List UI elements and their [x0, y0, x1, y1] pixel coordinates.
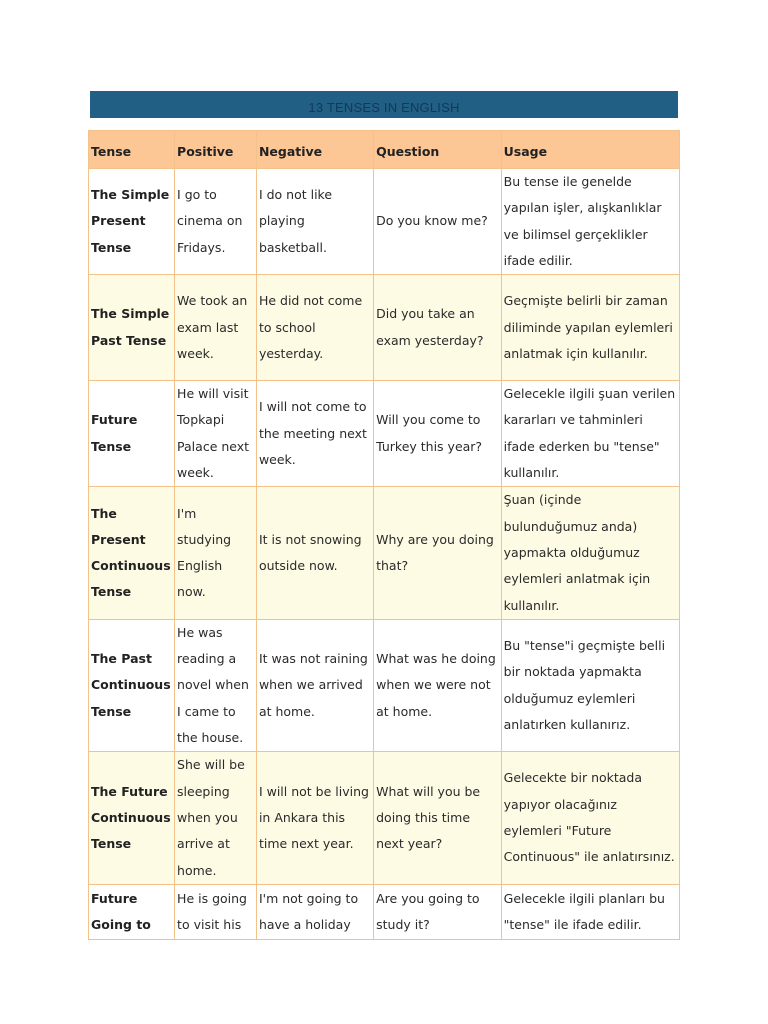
usage-cell: Gelecekle ilgili şuan verilen kararları ve tahminleri ifade ederken bu "tense" kullanılır. [501, 381, 679, 487]
question-cell: Do you know me? [374, 169, 502, 275]
tense-cell: The Present Continuous Tense [89, 487, 175, 619]
question-cell: Why are you doing that? [374, 487, 502, 619]
positive-cell: He will visit Topkapi Palace next week. [175, 381, 257, 487]
usage-cell: Geçmişte belirli bir zaman diliminde yapılan eylemleri anlatmak için kullanılır. [501, 275, 679, 381]
usage-cell: Bu tense ile genelde yapılan işler, alışkanlıklar ve bilimsel gerçeklikler ifade edilir. [501, 169, 679, 275]
table-row [89, 381, 680, 487]
positive-cell: He was reading a novel when I came to the house. [175, 619, 257, 751]
table-row [89, 275, 680, 381]
tense-cell: The Future Continuous Tense [89, 752, 175, 884]
tense-cell: Future Going to [89, 884, 175, 939]
positive-cell: I go to cinema on Fridays. [175, 169, 257, 275]
usage-cell: Bu "tense"i geçmişte belli bir noktada yapmakta olduğumuz eylemleri anlatırken kullanırız. [501, 619, 679, 751]
table-row [89, 752, 680, 884]
header-tense: Tense [89, 131, 175, 169]
positive-cell: He is going to visit his [175, 884, 257, 939]
page-title: 13 TENSES IN ENGLISH [308, 100, 460, 115]
header-row [89, 131, 680, 169]
title-bar [90, 91, 678, 118]
tense-cell: Future Tense [89, 381, 175, 487]
tenses-table [88, 130, 680, 940]
negative-cell: I will not be living in Ankara this time next year. [256, 752, 373, 884]
negative-cell: I will not come to the meeting next week. [256, 381, 373, 487]
header-question: Question [374, 131, 502, 169]
negative-cell: I do not like playing basketball. [256, 169, 373, 275]
negative-cell: It was not raining when we arrived at home. [256, 619, 373, 751]
table-row [89, 487, 680, 619]
positive-cell: She will be sleeping when you arrive at home. [175, 752, 257, 884]
positive-cell: I'm studying English now. [175, 487, 257, 619]
usage-cell: Gelecekle ilgili planları bu "tense" ile ifade edilir. [501, 884, 679, 939]
table-row [89, 619, 680, 751]
tense-cell: The Simple Past Tense [89, 275, 175, 381]
tense-cell: The Simple Present Tense [89, 169, 175, 275]
negative-cell: I'm not going to have a holiday [256, 884, 373, 939]
tense-cell: The Past Continuous Tense [89, 619, 175, 751]
positive-cell: We took an exam last week. [175, 275, 257, 381]
question-cell: What will you be doing this time next year? [374, 752, 502, 884]
usage-cell: Gelecekte bir noktada yapıyor olacağınız eylemleri "Future Continuous" ile anlatırsınız. [501, 752, 679, 884]
table-row [89, 884, 680, 939]
question-cell: Will you come to Turkey this year? [374, 381, 502, 487]
usage-cell: Şuan (içinde bulunduğumuz anda) yapmakta olduğumuz eylemleri anlatmak için kullanılır. [501, 487, 679, 619]
table-row [89, 169, 680, 275]
question-cell: Are you going to study it? [374, 884, 502, 939]
question-cell: What was he doing when we were not at home. [374, 619, 502, 751]
header-negative: Negative [256, 131, 373, 169]
negative-cell: He did not come to school yesterday. [256, 275, 373, 381]
header-positive: Positive [175, 131, 257, 169]
question-cell: Did you take an exam yesterday? [374, 275, 502, 381]
table-container [88, 130, 680, 1024]
negative-cell: It is not snowing outside now. [256, 487, 373, 619]
header-usage: Usage [501, 131, 679, 169]
